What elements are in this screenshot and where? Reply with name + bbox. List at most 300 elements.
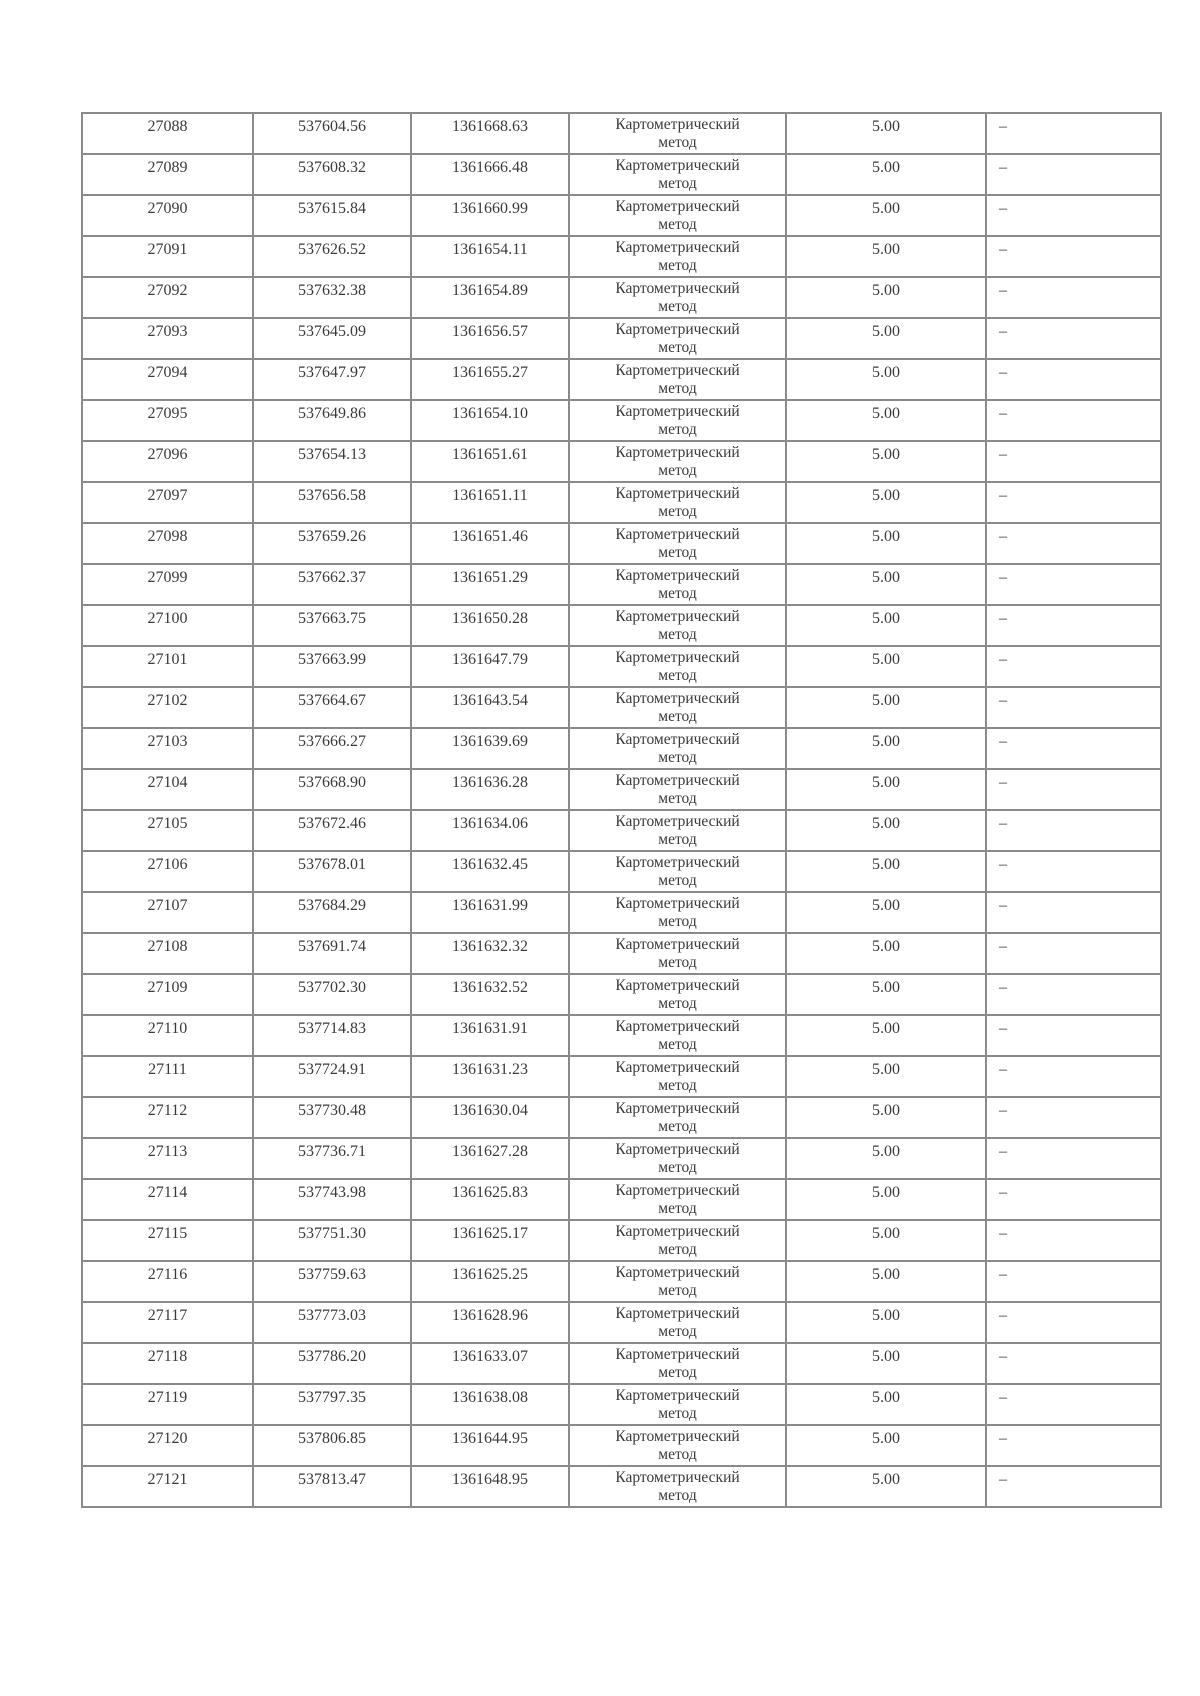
note-cell: – [986, 687, 1161, 728]
note-cell: – [986, 113, 1161, 154]
y-coordinate-cell: 1361636.28 [411, 769, 569, 810]
x-coordinate-cell: 537654.13 [253, 441, 411, 482]
point-number-cell: 27089 [82, 154, 253, 195]
accuracy-cell: 5.00 [786, 810, 986, 851]
method-line-1: Картометрический [615, 1305, 740, 1322]
method-line-1: Картометрический [615, 1264, 740, 1281]
y-coordinate-cell: 1361634.06 [411, 810, 569, 851]
note-cell: – [986, 523, 1161, 564]
y-coordinate-cell: 1361644.95 [411, 1425, 569, 1466]
note-cell: – [986, 1220, 1161, 1261]
y-coordinate-cell: 1361633.07 [411, 1343, 569, 1384]
table-row [82, 1179, 1161, 1220]
method-cell [569, 687, 786, 728]
accuracy-cell: 5.00 [786, 1015, 986, 1056]
note-cell: – [986, 769, 1161, 810]
method-line-2: метод [658, 708, 697, 725]
table-row [82, 523, 1161, 564]
method-line-1: Картометрический [615, 1141, 740, 1158]
accuracy-cell: 5.00 [786, 892, 986, 933]
y-coordinate-cell: 1361625.17 [411, 1220, 569, 1261]
method-line-1: Картометрический [615, 485, 740, 502]
note-cell: – [986, 1138, 1161, 1179]
x-coordinate-cell: 537672.46 [253, 810, 411, 851]
note-cell: – [986, 810, 1161, 851]
accuracy-cell: 5.00 [786, 277, 986, 318]
x-coordinate-cell: 537730.48 [253, 1097, 411, 1138]
x-coordinate-cell: 537604.56 [253, 113, 411, 154]
table-row [82, 400, 1161, 441]
accuracy-cell: 5.00 [786, 1302, 986, 1343]
x-coordinate-cell: 537662.37 [253, 564, 411, 605]
x-coordinate-cell: 537615.84 [253, 195, 411, 236]
method-line-2: метод [658, 462, 697, 479]
y-coordinate-cell: 1361656.57 [411, 318, 569, 359]
x-coordinate-cell: 537647.97 [253, 359, 411, 400]
accuracy-cell: 5.00 [786, 154, 986, 195]
method-cell [569, 851, 786, 892]
method-cell [569, 195, 786, 236]
method-line-1: Картометрический [615, 1346, 740, 1363]
method-line-2: метод [658, 1364, 697, 1381]
x-coordinate-cell: 537659.26 [253, 523, 411, 564]
x-coordinate-cell: 537786.20 [253, 1343, 411, 1384]
point-number-cell: 27102 [82, 687, 253, 728]
point-number-cell: 27116 [82, 1261, 253, 1302]
note-cell: – [986, 482, 1161, 523]
method-cell [569, 1056, 786, 1097]
method-cell [569, 892, 786, 933]
accuracy-cell: 5.00 [786, 1138, 986, 1179]
y-coordinate-cell: 1361638.08 [411, 1384, 569, 1425]
x-coordinate-cell: 537773.03 [253, 1302, 411, 1343]
y-coordinate-cell: 1361648.95 [411, 1466, 569, 1507]
note-cell: – [986, 441, 1161, 482]
accuracy-cell: 5.00 [786, 441, 986, 482]
table-row [82, 318, 1161, 359]
point-number-cell: 27095 [82, 400, 253, 441]
y-coordinate-cell: 1361654.89 [411, 277, 569, 318]
method-line-1: Картометрический [615, 731, 740, 748]
x-coordinate-cell: 537626.52 [253, 236, 411, 277]
method-line-1: Картометрический [615, 813, 740, 830]
note-cell: – [986, 933, 1161, 974]
point-number-cell: 27096 [82, 441, 253, 482]
point-number-cell: 27092 [82, 277, 253, 318]
x-coordinate-cell: 537736.71 [253, 1138, 411, 1179]
accuracy-cell: 5.00 [786, 113, 986, 154]
accuracy-cell: 5.00 [786, 1466, 986, 1507]
accuracy-cell: 5.00 [786, 1384, 986, 1425]
table-row [82, 1466, 1161, 1507]
point-number-cell: 27104 [82, 769, 253, 810]
method-line-2: метод [658, 790, 697, 807]
method-cell [569, 113, 786, 154]
method-line-2: метод [658, 954, 697, 971]
x-coordinate-cell: 537649.86 [253, 400, 411, 441]
accuracy-cell: 5.00 [786, 564, 986, 605]
accuracy-cell: 5.00 [786, 1056, 986, 1097]
point-number-cell: 27105 [82, 810, 253, 851]
method-cell [569, 810, 786, 851]
x-coordinate-cell: 537797.35 [253, 1384, 411, 1425]
method-line-2: метод [658, 544, 697, 561]
method-line-2: метод [658, 872, 697, 889]
point-number-cell: 27115 [82, 1220, 253, 1261]
table-row [82, 1261, 1161, 1302]
method-cell [569, 236, 786, 277]
method-line-1: Картометрический [615, 649, 740, 666]
note-cell: – [986, 892, 1161, 933]
table-row [82, 441, 1161, 482]
method-line-2: метод [658, 995, 697, 1012]
accuracy-cell: 5.00 [786, 236, 986, 277]
method-line-2: метод [658, 913, 697, 930]
y-coordinate-cell: 1361643.54 [411, 687, 569, 728]
method-line-2: метод [658, 1077, 697, 1094]
method-cell [569, 933, 786, 974]
table-row [82, 564, 1161, 605]
y-coordinate-cell: 1361654.11 [411, 236, 569, 277]
note-cell: – [986, 1261, 1161, 1302]
point-number-cell: 27111 [82, 1056, 253, 1097]
accuracy-cell: 5.00 [786, 851, 986, 892]
x-coordinate-cell: 537702.30 [253, 974, 411, 1015]
method-line-1: Картометрический [615, 239, 740, 256]
method-cell [569, 482, 786, 523]
method-line-1: Картометрический [615, 690, 740, 707]
table-row [82, 810, 1161, 851]
point-number-cell: 27093 [82, 318, 253, 359]
method-cell [569, 277, 786, 318]
accuracy-cell: 5.00 [786, 1343, 986, 1384]
method-line-2: метод [658, 1487, 697, 1504]
x-coordinate-cell: 537632.38 [253, 277, 411, 318]
point-number-cell: 27119 [82, 1384, 253, 1425]
method-cell [569, 1261, 786, 1302]
y-coordinate-cell: 1361639.69 [411, 728, 569, 769]
method-line-2: метод [658, 421, 697, 438]
y-coordinate-cell: 1361632.45 [411, 851, 569, 892]
method-line-2: метод [658, 1241, 697, 1258]
x-coordinate-cell: 537806.85 [253, 1425, 411, 1466]
method-cell [569, 1466, 786, 1507]
y-coordinate-cell: 1361625.83 [411, 1179, 569, 1220]
method-line-1: Картометрический [615, 1100, 740, 1117]
method-cell [569, 441, 786, 482]
method-cell [569, 1015, 786, 1056]
point-number-cell: 27101 [82, 646, 253, 687]
note-cell: – [986, 318, 1161, 359]
method-cell [569, 769, 786, 810]
accuracy-cell: 5.00 [786, 400, 986, 441]
point-number-cell: 27108 [82, 933, 253, 974]
accuracy-cell: 5.00 [786, 195, 986, 236]
method-line-1: Картометрический [615, 1469, 740, 1486]
method-line-1: Картометрический [615, 526, 740, 543]
note-cell: – [986, 154, 1161, 195]
coordinates-table-body [82, 113, 1161, 1507]
accuracy-cell: 5.00 [786, 687, 986, 728]
table-row [82, 1425, 1161, 1466]
point-number-cell: 27113 [82, 1138, 253, 1179]
x-coordinate-cell: 537668.90 [253, 769, 411, 810]
table-row [82, 195, 1161, 236]
y-coordinate-cell: 1361632.52 [411, 974, 569, 1015]
method-line-1: Картометрический [615, 1223, 740, 1240]
accuracy-cell: 5.00 [786, 1097, 986, 1138]
y-coordinate-cell: 1361630.04 [411, 1097, 569, 1138]
method-line-2: метод [658, 1405, 697, 1422]
x-coordinate-cell: 537743.98 [253, 1179, 411, 1220]
table-row [82, 113, 1161, 154]
method-cell [569, 1302, 786, 1343]
note-cell: – [986, 236, 1161, 277]
y-coordinate-cell: 1361632.32 [411, 933, 569, 974]
method-line-2: метод [658, 1159, 697, 1176]
x-coordinate-cell: 537714.83 [253, 1015, 411, 1056]
accuracy-cell: 5.00 [786, 1220, 986, 1261]
x-coordinate-cell: 537666.27 [253, 728, 411, 769]
method-line-1: Картометрический [615, 1428, 740, 1445]
table-row [82, 1302, 1161, 1343]
table-row [82, 154, 1161, 195]
note-cell: – [986, 1056, 1161, 1097]
method-cell [569, 605, 786, 646]
method-cell [569, 1097, 786, 1138]
y-coordinate-cell: 1361668.63 [411, 113, 569, 154]
x-coordinate-cell: 537813.47 [253, 1466, 411, 1507]
point-number-cell: 27114 [82, 1179, 253, 1220]
method-line-1: Картометрический [615, 854, 740, 871]
note-cell: – [986, 605, 1161, 646]
method-cell [569, 564, 786, 605]
note-cell: – [986, 277, 1161, 318]
coordinates-table [81, 112, 1162, 1508]
method-line-1: Картометрический [615, 977, 740, 994]
method-line-2: метод [658, 1118, 697, 1135]
method-line-2: метод [658, 749, 697, 766]
method-cell [569, 1220, 786, 1261]
accuracy-cell: 5.00 [786, 605, 986, 646]
y-coordinate-cell: 1361625.25 [411, 1261, 569, 1302]
note-cell: – [986, 564, 1161, 605]
table-row [82, 236, 1161, 277]
table-row [82, 728, 1161, 769]
method-cell [569, 1384, 786, 1425]
method-cell [569, 1343, 786, 1384]
note-cell: – [986, 1466, 1161, 1507]
method-line-1: Картометрический [615, 321, 740, 338]
point-number-cell: 27106 [82, 851, 253, 892]
accuracy-cell: 5.00 [786, 482, 986, 523]
method-line-1: Картометрический [615, 1387, 740, 1404]
note-cell: – [986, 646, 1161, 687]
y-coordinate-cell: 1361631.99 [411, 892, 569, 933]
method-line-2: метод [658, 1200, 697, 1217]
note-cell: – [986, 1097, 1161, 1138]
accuracy-cell: 5.00 [786, 646, 986, 687]
method-line-2: метод [658, 175, 697, 192]
method-cell [569, 646, 786, 687]
y-coordinate-cell: 1361655.27 [411, 359, 569, 400]
accuracy-cell: 5.00 [786, 1179, 986, 1220]
x-coordinate-cell: 537656.58 [253, 482, 411, 523]
x-coordinate-cell: 537663.99 [253, 646, 411, 687]
method-line-2: метод [658, 1323, 697, 1340]
method-line-2: метод [658, 134, 697, 151]
method-cell [569, 523, 786, 564]
method-line-2: метод [658, 503, 697, 520]
method-cell [569, 728, 786, 769]
point-number-cell: 27088 [82, 113, 253, 154]
method-cell [569, 400, 786, 441]
table-row [82, 482, 1161, 523]
point-number-cell: 27121 [82, 1466, 253, 1507]
method-line-1: Картометрический [615, 895, 740, 912]
method-line-1: Картометрический [615, 198, 740, 215]
method-line-1: Картометрический [615, 567, 740, 584]
method-line-1: Картометрический [615, 280, 740, 297]
table-row [82, 974, 1161, 1015]
x-coordinate-cell: 537664.67 [253, 687, 411, 728]
method-line-2: метод [658, 626, 697, 643]
point-number-cell: 27097 [82, 482, 253, 523]
method-line-2: метод [658, 380, 697, 397]
x-coordinate-cell: 537684.29 [253, 892, 411, 933]
note-cell: – [986, 195, 1161, 236]
y-coordinate-cell: 1361647.79 [411, 646, 569, 687]
y-coordinate-cell: 1361651.46 [411, 523, 569, 564]
y-coordinate-cell: 1361631.23 [411, 1056, 569, 1097]
y-coordinate-cell: 1361660.99 [411, 195, 569, 236]
x-coordinate-cell: 537608.32 [253, 154, 411, 195]
x-coordinate-cell: 537691.74 [253, 933, 411, 974]
accuracy-cell: 5.00 [786, 974, 986, 1015]
table-row [82, 769, 1161, 810]
method-line-1: Картометрический [615, 403, 740, 420]
y-coordinate-cell: 1361631.91 [411, 1015, 569, 1056]
method-line-2: метод [658, 1446, 697, 1463]
method-cell [569, 974, 786, 1015]
method-cell [569, 318, 786, 359]
accuracy-cell: 5.00 [786, 1425, 986, 1466]
method-line-1: Картометрический [615, 772, 740, 789]
table-row [82, 605, 1161, 646]
method-line-2: метод [658, 831, 697, 848]
note-cell: – [986, 400, 1161, 441]
table-row [82, 359, 1161, 400]
table-row [82, 277, 1161, 318]
point-number-cell: 27098 [82, 523, 253, 564]
method-line-1: Картометрический [615, 116, 740, 133]
method-line-1: Картометрический [615, 157, 740, 174]
table-row [82, 1138, 1161, 1179]
method-line-2: метод [658, 298, 697, 315]
note-cell: – [986, 1015, 1161, 1056]
point-number-cell: 27103 [82, 728, 253, 769]
accuracy-cell: 5.00 [786, 933, 986, 974]
accuracy-cell: 5.00 [786, 359, 986, 400]
table-row [82, 687, 1161, 728]
method-line-1: Картометрический [615, 1059, 740, 1076]
point-number-cell: 27094 [82, 359, 253, 400]
table-row [82, 1015, 1161, 1056]
method-cell [569, 1179, 786, 1220]
table-row [82, 646, 1161, 687]
note-cell: – [986, 728, 1161, 769]
table-row [82, 1097, 1161, 1138]
accuracy-cell: 5.00 [786, 728, 986, 769]
table-row [82, 1056, 1161, 1097]
method-line-1: Картометрический [615, 1182, 740, 1199]
method-line-1: Картометрический [615, 608, 740, 625]
y-coordinate-cell: 1361651.61 [411, 441, 569, 482]
method-cell [569, 1425, 786, 1466]
table-row [82, 933, 1161, 974]
table-row [82, 892, 1161, 933]
y-coordinate-cell: 1361651.29 [411, 564, 569, 605]
method-line-2: метод [658, 1036, 697, 1053]
note-cell: – [986, 1302, 1161, 1343]
y-coordinate-cell: 1361666.48 [411, 154, 569, 195]
y-coordinate-cell: 1361650.28 [411, 605, 569, 646]
point-number-cell: 27099 [82, 564, 253, 605]
y-coordinate-cell: 1361654.10 [411, 400, 569, 441]
method-line-1: Картометрический [615, 1018, 740, 1035]
note-cell: – [986, 974, 1161, 1015]
point-number-cell: 27090 [82, 195, 253, 236]
method-line-2: метод [658, 257, 697, 274]
y-coordinate-cell: 1361628.96 [411, 1302, 569, 1343]
note-cell: – [986, 1425, 1161, 1466]
table-row [82, 1220, 1161, 1261]
method-line-1: Картометрический [615, 936, 740, 953]
method-line-2: метод [658, 1282, 697, 1299]
method-cell [569, 359, 786, 400]
method-line-2: метод [658, 667, 697, 684]
point-number-cell: 27109 [82, 974, 253, 1015]
accuracy-cell: 5.00 [786, 318, 986, 359]
x-coordinate-cell: 537645.09 [253, 318, 411, 359]
accuracy-cell: 5.00 [786, 769, 986, 810]
method-line-2: метод [658, 339, 697, 356]
note-cell: – [986, 1384, 1161, 1425]
x-coordinate-cell: 537663.75 [253, 605, 411, 646]
note-cell: – [986, 1179, 1161, 1220]
x-coordinate-cell: 537759.63 [253, 1261, 411, 1302]
accuracy-cell: 5.00 [786, 1261, 986, 1302]
point-number-cell: 27112 [82, 1097, 253, 1138]
method-cell [569, 154, 786, 195]
accuracy-cell: 5.00 [786, 523, 986, 564]
x-coordinate-cell: 537724.91 [253, 1056, 411, 1097]
x-coordinate-cell: 537678.01 [253, 851, 411, 892]
method-cell [569, 1138, 786, 1179]
table-row [82, 1384, 1161, 1425]
note-cell: – [986, 1343, 1161, 1384]
point-number-cell: 27100 [82, 605, 253, 646]
point-number-cell: 27091 [82, 236, 253, 277]
y-coordinate-cell: 1361627.28 [411, 1138, 569, 1179]
table-row [82, 1343, 1161, 1384]
method-line-2: метод [658, 216, 697, 233]
point-number-cell: 27118 [82, 1343, 253, 1384]
method-line-2: метод [658, 585, 697, 602]
point-number-cell: 27107 [82, 892, 253, 933]
table-row [82, 851, 1161, 892]
method-line-1: Картометрический [615, 362, 740, 379]
